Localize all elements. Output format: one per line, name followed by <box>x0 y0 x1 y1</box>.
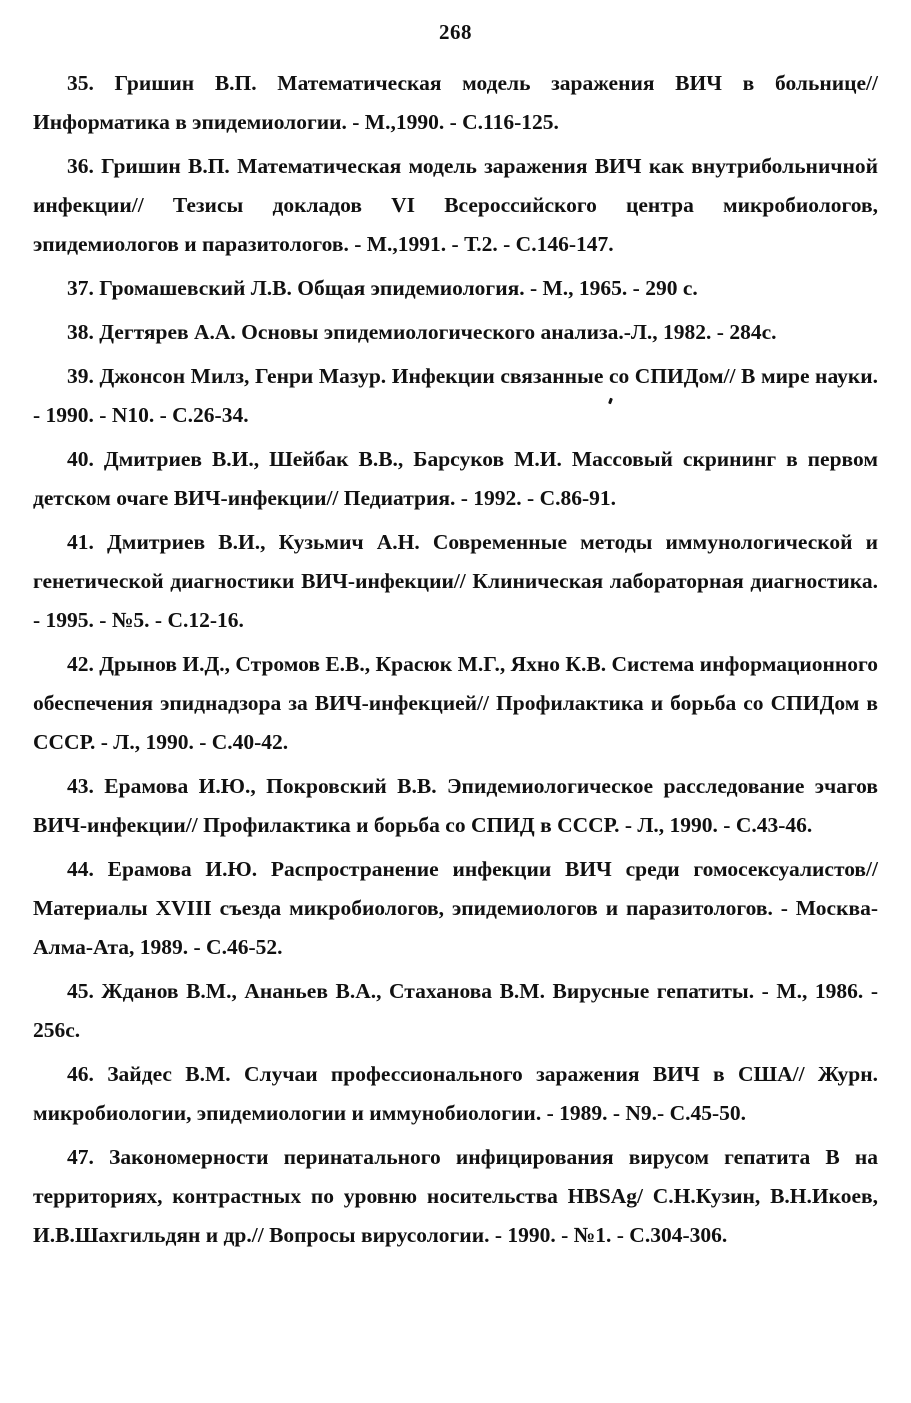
reference-item: 44. Ерамова И.Ю. Распространение инфекции ВИЧ среди гомосексуалистов// Материалы XVIII съезда микробиологов, эпидемиологов и паразитологов. - Москва-Алма-Ата, 1989. - С.46-52. <box>33 857 878 959</box>
page-number: 268 <box>439 20 472 44</box>
reference-item: 35. Гришин В.П. Математическая модель заражения ВИЧ в больнице// Информатика в эпидемиологии. - М.,1990. - С.116-125. <box>33 71 878 134</box>
reference-item: 38. Дегтярев А.А. Основы эпидемиологического анализа.-Л., 1982. - 284с. <box>67 320 777 344</box>
reference-item: 47. Закономерности перинатального инфицирования вирусом гепатита В на территориях, контрастных по уровню носительства HBSAg/ С.Н.Кузин, В.Н.Икоев, И.В.Шахгильдян и др.// Вопросы вирусологии. - 1990. - №1. - С.304-306. <box>33 1145 878 1247</box>
reference-item: 39. Джонсон Милз, Генри Мазур. Инфекции связанные со СПИДом// В мире науки. - 1990. - N10. - С.26-34. <box>33 364 878 427</box>
reference-item: 43. Ерамова И.Ю., Покровский В.В. Эпидемиологическое расследование эчагов ВИЧ-инфекции// Профилактика и борьба со СПИД в СССР. - Л., 1990. - С.43-46. <box>33 774 878 837</box>
reference-item: 36. Гришин В.П. Математическая модель заражения ВИЧ как внутрибольничной инфекции// Тезисы докладов VI Всероссийского центра микробиологов, эпидемиологов и паразитологов. - М.,1991. - Т.2. - С.146-147. <box>33 154 878 256</box>
reference-list <box>33 64 878 1260</box>
reference-item: 45. Жданов В.М., Ананьев В.А., Стаханова В.М. Вирусные гепатиты. - М., 1986. - 256с. <box>33 979 878 1042</box>
reference-item: 42. Дрынов И.Д., Стромов Е.В., Красюк М.Г., Яхно К.В. Система информационного обеспечения эпиднадзора за ВИЧ-инфекцией// Профилактика и борьба со СПИДом в СССР. - Л., 1990. - С.40-42. <box>33 652 878 754</box>
reference-item: 40. Дмитриев В.И., Шейбак В.В., Барсуков М.И. Массовый скрининг в первом детском очаге ВИЧ-инфекции// Педиатрия. - 1992. - С.86-91. <box>33 447 878 510</box>
reference-item: 41. Дмитриев В.И., Кузьмич А.Н. Современные методы иммунологической и генетической диагностики ВИЧ-инфекции// Клиническая лабораторная диагностика. - 1995. - №5. - С.12-16. <box>33 530 878 632</box>
reference-item: 37. Громашевский Л.В. Общая эпидемиология. - М., 1965. - 290 с. <box>67 276 698 300</box>
reference-item: 46. Зайдес В.М. Случаи профессионального заражения ВИЧ в США// Журн. микробиологии, эпидемиологии и иммунобиологии. - 1989. - N9.- С.45-50. <box>33 1062 878 1125</box>
